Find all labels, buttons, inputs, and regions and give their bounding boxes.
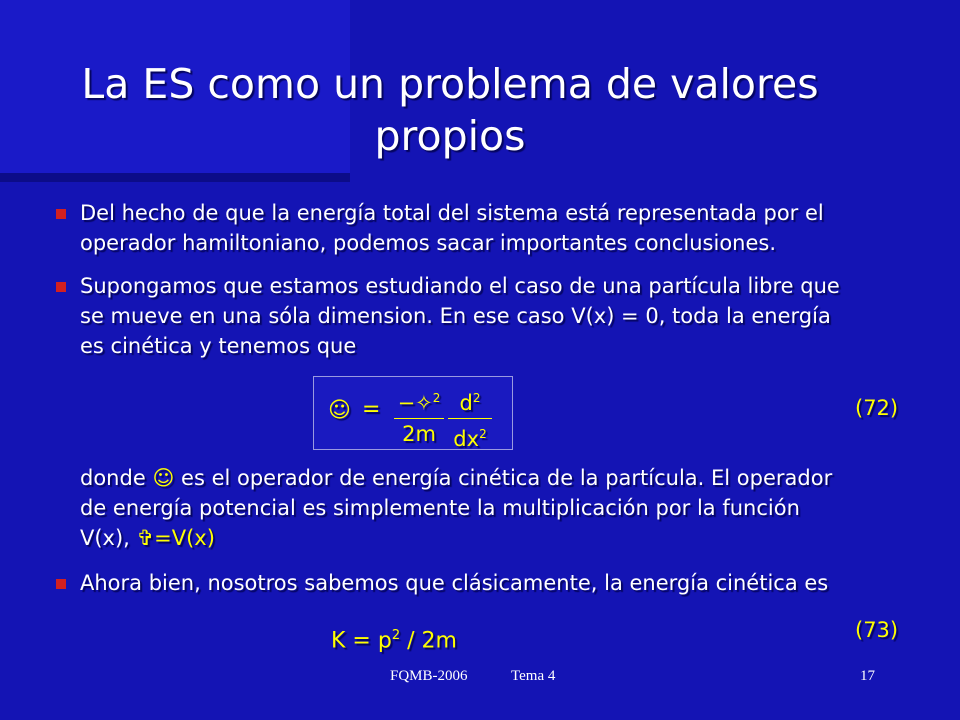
bullet-1-text [80,198,900,258]
continuation-line3: V(x), ✞=V(x) [80,526,215,550]
fraction-hbar-over-2m [394,385,444,447]
bullet-2-line3: es cinética y tenemos que [80,334,357,358]
slide-title-line1: La ES como un problema de valores [81,60,819,108]
fraction-2-denominator: $dx^2$ [453,427,487,451]
bullet-1-line1: Del hecho de que la energía total del sistema está representada por el [80,201,824,225]
bullet-2-line2: se mueve en una sóla dimension. En ese caso V(x) = 0, toda la energía [80,304,831,328]
title-accent-underline [0,173,350,182]
equals-sign: = [362,397,381,422]
kinetic-operator-symbol: ☺ [152,466,175,490]
continuation-text [80,463,900,553]
bullet-1-line2: operador hamiltoniano, podemos sacar importantes conclusiones. [80,231,777,255]
continuation-line1: donde ☺ es el operador de energía cinética de la partícula. El operador [80,466,833,490]
fraction-bar [448,418,492,419]
fraction-bar [394,418,444,419]
bullet-3-text: Ahora bien, nosotros sabemos que clásicamente, la energía cinética es [80,571,829,595]
equation-73-label: (73) [855,618,899,642]
bullet-2-text [80,271,900,361]
fraction-1-numerator: −✧$^2$ [397,391,441,415]
footer-course: FQMB-2006 [390,668,468,684]
bullet-marker [56,209,66,219]
bullet-2-line1: Supongamos que estamos estudiando el caso de una partícula libre que [80,274,840,298]
equation-72-label: (72) [855,396,899,420]
equation-73: $K = p^2 / 2m$ [331,628,457,654]
slide-title [40,58,860,162]
footer-page-number: 17 [860,668,875,684]
fraction-d2-over-dx2 [448,385,492,452]
bullet-marker [56,282,66,292]
kinetic-operator-symbol: ☺ [328,398,351,423]
potential-operator-expression: ✞=V(x) [136,526,215,550]
continuation-line2: de energía potencial es simplemente la multiplicación por la función [80,496,800,520]
slide-title-line2: propios [374,112,526,160]
bullet-marker [56,579,66,589]
fraction-2-numerator: $d^2$ [459,391,481,415]
equation-72-box [313,376,513,450]
fraction-1-denominator: 2m [402,422,436,446]
footer-topic: Tema 4 [511,668,556,684]
